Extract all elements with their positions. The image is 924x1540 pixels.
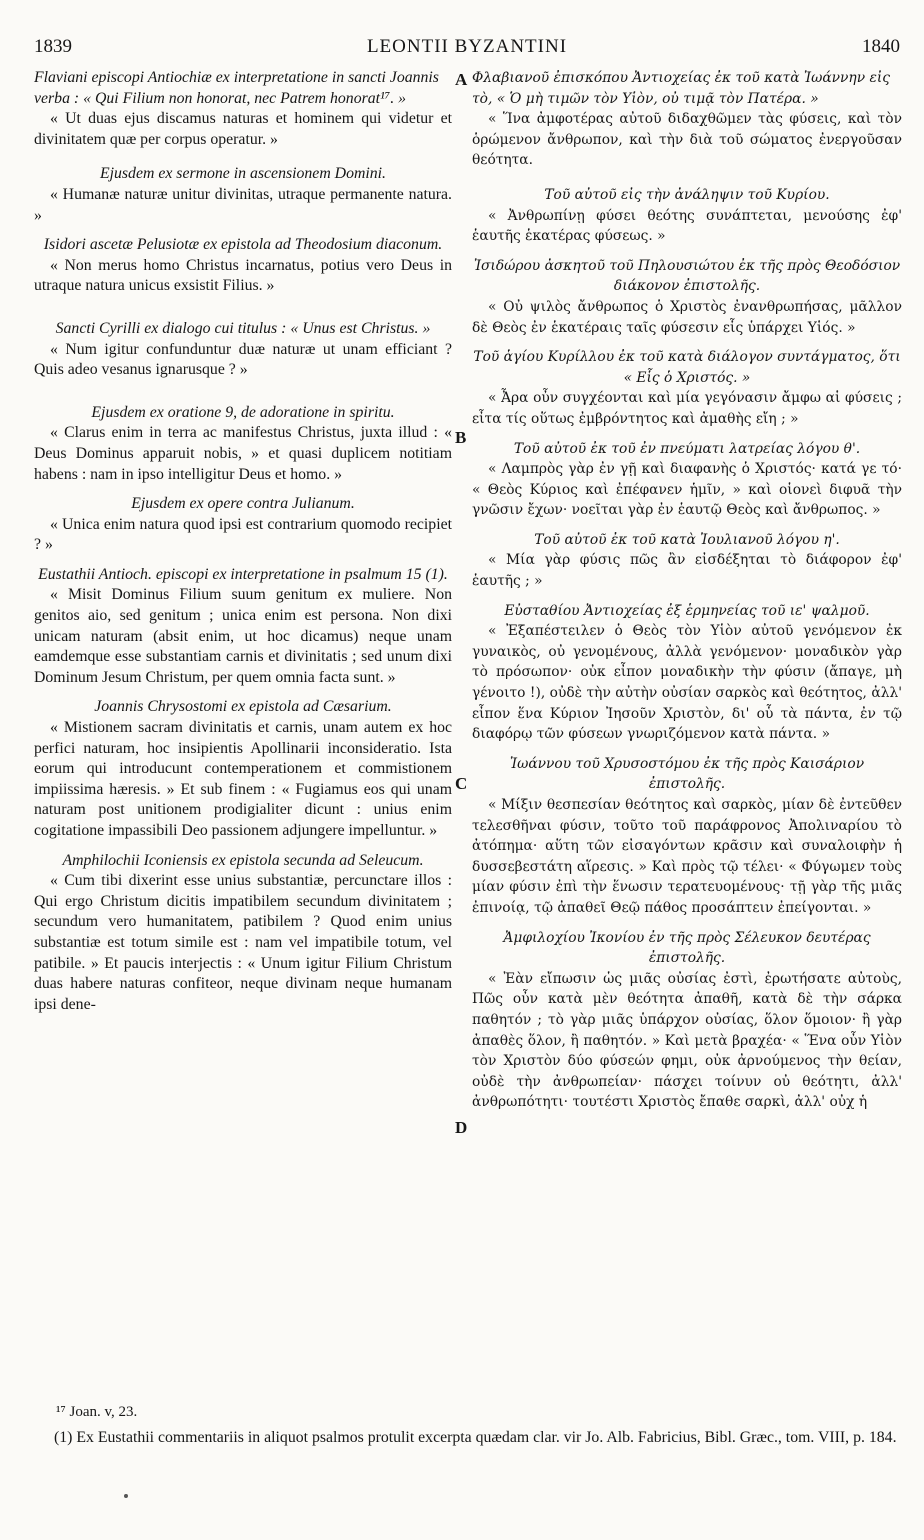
section-text: « Cum tibi dixerint esse unius substantiæ, percunctare illos : Qui ergo Christum dicitis impatibilem secundum divinitatem ; secundum vero humanitatem, patibilem ? Quod enim unius substantiæ est totum simile est : nam vel impatibile totum, vel patibile. » Et paucis interjectis : « Unum igitur Filium Christum duas habere naturas confiteor, neque divinam neque humanam ipsi dene- <box>34 872 452 1013</box>
section-heading: Τοῦ αὐτοῦ εἰς τὴν ἀνάληψιν τοῦ Κυρίου. <box>544 186 830 203</box>
section-text: « Ut duas ejus discamus naturas et hominem qui videtur et divinitatem quæ per corpus operatur. » <box>34 110 452 148</box>
column-marker-d: D <box>455 1118 468 1137</box>
latin-section-flavian <box>34 68 452 150</box>
running-header <box>34 36 900 60</box>
section-heading: Ejusdem ex opere contra Julianum. <box>131 495 355 513</box>
latin-section-isidore <box>34 235 452 297</box>
latin-section-ascension <box>34 164 452 226</box>
ink-dot <box>124 1494 128 1498</box>
section-heading: Amphilochii Iconiensis ex epistola secunda ad Seleucum. <box>62 851 424 869</box>
section-text: « Μίξιν θεσπεσίαν θεότητος καὶ σαρκὸς, μίαν δὲ ἐντεῦθεν τελεσθῆναι φύσιν, τοῦτο τοῦ παράφρονος Ἀπολιναρίου τὸ ἀτόπημα· αὕτη τῶν εἰσαγόντων κρᾶσιν καὶ συναλοιφὴν ἡ δυσσεβεστάτη αἵρεσις. » Καὶ πρὸς τῷ τέλει· « Φύγωμεν τοὺς μίαν φύσιν ἐπὶ τὴν ἕνωσιν τερατευομένους· τῇ γὰρ τῆς μιᾶς ἐπινοίᾳ, τῷ ἀπαθεῖ Θεῷ πάθος προσάπτειν ἐπείγονται. » <box>472 797 902 916</box>
column-marker-c: C <box>455 774 468 793</box>
greek-section-chrysostom <box>472 754 902 919</box>
section-heading: Εὐσταθίου Ἀντιοχείας ἐξ ἑρμηνείας τοῦ ιε' ψαλμοῦ. <box>504 602 870 619</box>
latin-section-eustathius <box>34 565 452 689</box>
section-heading: Sancti Cyrilli ex dialogo cui titulus : « Unus est Christus. » <box>55 319 431 337</box>
section-text: « Ἆρα οὖν συγχέονται καὶ μία γεγόνασιν ἄμφω αἱ φύσεις ; εἶτα τίς οὕτως ἐμβρόντητος καὶ ἀμαθὴς εἴη ; » <box>472 390 902 427</box>
latin-column <box>34 68 452 1015</box>
section-text: « Clarus enim in terra ac manifestus Christus, juxta illud : « Deus Dominus apparuit nobis, » et quasi duplicem notitiam habens : nam in ipso intelligitur Deus et homo. » <box>34 424 452 483</box>
greek-section-cyril-dialogue <box>472 347 902 429</box>
greek-section-amphilochius <box>472 928 902 1113</box>
section-text: « Non merus homo Christus incarnatus, potius vero Deus in utraque natura unicus exsistit Filius. » <box>34 256 452 295</box>
latin-section-amphilochius <box>34 851 452 1016</box>
section-text: « Misit Dominus Filium suum genitum ex muliere. Non genitos aio, sed genitum ; unica enim est persona. Non dixi unicam naturam (absit enim, ut hoc dicamus) neque unam eamdemque esse substantiam carnis et divinitatis ; sed unum dixi Dominum Jesum Christum, per quem omnia facta sunt. » <box>34 586 452 686</box>
greek-section-eustathius <box>472 601 902 745</box>
section-heading: Φλαβιανοῦ ἐπισκόπου Ἀντιοχείας ἐκ τοῦ κατὰ Ἰωάννην εἰς τὸ, « Ὁ μὴ τιμῶν τὸν Υἱὸν, οὐ τιμᾷ τὸν Πατέρα. » <box>472 70 891 107</box>
greek-section-cyril-adoration <box>472 439 902 521</box>
section-text: « Unica enim natura quod ipsi est contrarium quomodo recipiet ? » <box>34 515 452 554</box>
page-number-left: 1839 <box>34 36 72 57</box>
column-marker-a: A <box>455 70 468 89</box>
running-title: LEONTII BYZANTINI <box>366 36 568 57</box>
section-text: « Ἀνθρωπίνῃ φύσει θεότης συνάπτεται, μενούσης ἐφ' ἑαυτῆς ἑκατέρας φύσεως. » <box>472 207 902 245</box>
section-text: « Num igitur confunduntur duæ naturæ ut unam efficiant ? Quis adeo vesanus ignarusque ? » <box>34 340 452 379</box>
greek-column <box>472 68 902 1113</box>
greek-section-cyril-julian <box>472 530 902 592</box>
section-heading: Ἀμφιλοχίου Ἰκονίου ἐν τῆς πρὸς Σέλευκον δευτέρας ἐπιστολῆς. <box>503 929 871 967</box>
section-text: « Ἐὰν εἴπωσιν ὡς μιᾶς οὐσίας ἐστὶ, ἐρωτήσατε αὐτοὺς, Πῶς οὖν κατὰ μὲν θεότητα ἀπαθῆ, κατὰ δὲ τὴν σάρκα παθητόν ; τὸ γὰρ μιᾶς ὑπάρχον οὐσίας, ὅλον ὅμοιον· ἢ γὰρ ἀπαθὲς ὅλον, ἢ παθητόν. » Καὶ μετὰ βραχέα· « Ἕνα οὖν Υἱὸν τὸν Χριστὸν δύο φύσεών φημι, οὐκ ἀρνούμενος τὴν θείαν, οὐδὲ τὴν ἀνθρωπείαν· πάσχει τοίνυν οὐ θεότητι, ἀλλ' ἀνθρωπότητι· τουτέστι Χριστὸς ἔπαθε σαρκὶ, ἀλλ' οὐχ ἡ <box>472 970 902 1111</box>
latin-section-chrysostom <box>34 697 452 841</box>
column-marker-b: B <box>455 428 467 447</box>
section-text: « Μία γὰρ φύσις πῶς ἂν εἰσδέξηται τὸ διάφορον ἐφ' ἑαυτῆς ; » <box>472 552 902 590</box>
section-text: « Ἐξαπέστειλεν ὁ Θεὸς τὸν Υἱὸν αὐτοῦ γενόμενον ἐκ γυναικὸς, οὐ γενομένους, ἀλλὰ γενόμενον· μοναδικὸν γὰρ τὸ πρόσωπον· οὐκ εἶπον μοναδικὴν τὴν φύσιν (ἄπαγε, μὴ γένοιτο !), οὐδὲ τὴν αὐτὴν οὐσίαν σαρκὸς καὶ θεότητος, ἀλλ' εἶπον ἕνα Κύριον Ἰησοῦν Χριστὸν, δι' οὗ τὰ πάντα, ἐν τῷ διαφόρῳ τῶν φύσεων γνωριζόμενον κατὰ πάντα. » <box>472 623 902 743</box>
page-number-right: 1840 <box>862 36 900 57</box>
section-text: « Humanæ naturæ unitur divinitas, utraque permanente natura. » <box>34 185 452 224</box>
section-heading: Ejusdem ex sermone in ascensionem Domini. <box>99 165 387 183</box>
section-heading: Ἰσιδώρου ἀσκητοῦ τοῦ Πηλουσιώτου ἐκ τῆς πρὸς Θεοδόσιον διάκονον ἐπιστολῆς. <box>473 257 901 295</box>
greek-section-flavian <box>472 68 902 171</box>
section-heading: Flaviani episcopi Antiochiæ ex interpretatione in sancti Joannis verba : « Qui Filium non honorat, nec Patrem honorat¹⁷. » <box>34 69 439 107</box>
section-heading: Eustathii Antioch. episcopi ex interpretatione in psalmum 15 (1). <box>38 565 448 583</box>
section-heading: Joannis Chrysostomi ex epistola ad Cæsarium. <box>94 698 392 716</box>
greek-section-ascension <box>472 185 902 247</box>
section-heading: Τοῦ αὐτοῦ ἐκ τοῦ κατὰ Ἰουλιανοῦ λόγου η'. <box>534 531 840 548</box>
section-heading: Isidori ascetæ Pelusiotæ ex epistola ad Theodosium diaconum. <box>43 236 443 254</box>
section-heading: Τοῦ ἁγίου Κυρίλλου ἐκ τοῦ κατὰ διάλογον συντάγματος, ὅτι « Εἷς ὁ Χριστός. » <box>473 349 901 386</box>
section-heading: Ἰωάννου τοῦ Χρυσοστόμου ἐκ τῆς πρὸς Καισάριον ἐπιστολῆς. <box>509 755 865 793</box>
section-heading: Ejusdem ex oratione 9, de adoratione in spiritu. <box>91 403 395 421</box>
footnote-1: (1) Ex Eustathii commentariis in aliquot psalmos protulit excerpta quædam clar. vir Jo. Alb. Fabricius, Bibl. Græc., tom. VIII, p. 184. <box>54 1429 897 1446</box>
latin-section-cyril-adoration <box>34 403 452 485</box>
section-text: « Λαμπρὸς γὰρ ἐν γῇ καὶ διαφανὴς ὁ Χριστός· κατά γε τό· « Θεὸς Κύριος καὶ ἐπέφανεν ἡμῖν, » καὶ οἱονεὶ διφυᾶ τὴν γνῶσιν ἔχων· νοεῖται γὰρ ἐν ἑαυτῷ Θεὸς καὶ ἄνθρωπος. » <box>472 461 902 519</box>
section-heading: Τοῦ αὐτοῦ ἐκ τοῦ ἐν πνεύματι λατρείας λόγου θ'. <box>513 440 861 457</box>
latin-section-cyril-julian <box>34 494 452 556</box>
section-text: « Mistionem sacram divinitatis et carnis, unam autem ex hoc perfici naturam, hoc insipientis Apollinarii inconsideratio. Ista eorum qui introducunt contemperationem et commistionem impiissima hæresis. » Et sub finem : « Fugiamus eos qui unam naturam post unitionem prodigialiter dicunt : unius enim cogitatione impassibili Deo passionem adjungere impelluntur. » <box>34 719 452 839</box>
latin-section-cyril-dialogue <box>34 319 452 381</box>
section-text: « Ἵνα ἀμφοτέρας αὐτοῦ διδαχθῶμεν τὰς φύσεις, καὶ τὸν ὁρώμενον ἄνθρωπον, καὶ τὴν διὰ τοῦ σώματος ἐνεργοῦσαν θεότητα. <box>472 111 902 169</box>
section-text: « Οὐ ψιλὸς ἄνθρωπος ὁ Χριστὸς ἐνανθρωπήσας, μᾶλλον δὲ Θεὸς ἐν ἑκατέραις ταῖς φύσεσιν εἷς ὑπάρχει Υἱός. » <box>472 298 902 336</box>
greek-section-isidore <box>472 256 902 338</box>
footnote-17: ¹⁷ Joan. v, 23. <box>56 1404 138 1420</box>
